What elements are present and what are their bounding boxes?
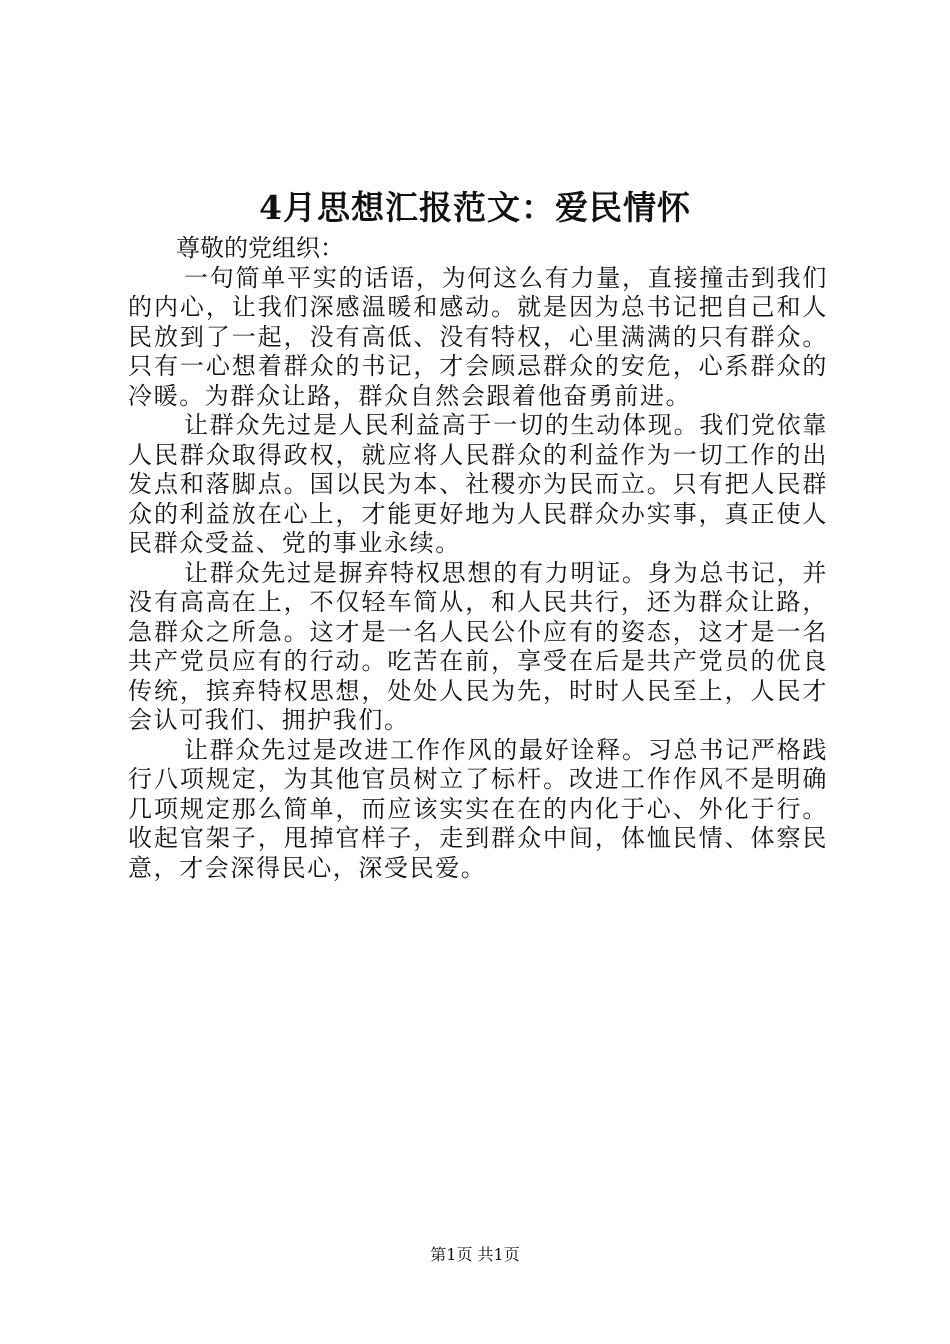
paragraph-3: 让群众先过是摒弃特权思想的有力明证。身为总书记，并没有高高在上，不仅轻车简从，和人民共行，还为群众让路，急群众之所急。这才是一名人民公仆应有的姿态，这才是一名共产党员应有的行动。吃苦在前，享受在后是共产党员的优良传统，摈弃特权思想，处处人民为先，时时人民至上，人民才会认可我们、拥护我们。	[128, 558, 828, 734]
paragraph-2: 让群众先过是人民利益高于一切的生动体现。我们党依靠人民群众取得政权，就应将人民群众的利益作为一切工作的出发点和落脚点。国以民为本、社稷亦为民而立。只有把人民群众的利益放在心上，才能更好地为人民群众办实事，真正使人民群众受益、党的事业永续。	[128, 411, 828, 557]
page-footer: 第1页 共1页	[430, 1245, 520, 1264]
paragraph-1: 一句简单平实的话语，为何这么有力量，直接撞击到我们的内心，让我们深感温暖和感动。就是因为总书记把自己和人民放到了一起，没有高低、没有特权，心里满满的只有群众。只有一心想着群众的书记，才会顾忌群众的安危，心系群众的冷暖。为群众让路，群众自然会跟着他奋勇前进。	[128, 263, 828, 410]
document-title: 4月思想汇报范文：爱民情怀	[259, 188, 691, 227]
salutation: 尊敬的党组织：	[176, 234, 344, 262]
paragraph-4: 让群众先过是改进工作作风的最好诠释。习总书记严格践行八项规定，为其他官员树立了标杆。改进工作作风不是明确几项规定那么简单，而应该实实在在的内化于心、外化于行。收起官架子，甩掉官样子，走到群众中间，体恤民情、体察民意，才会深得民心，深受民爱。	[128, 735, 828, 882]
document-body	[128, 234, 828, 883]
